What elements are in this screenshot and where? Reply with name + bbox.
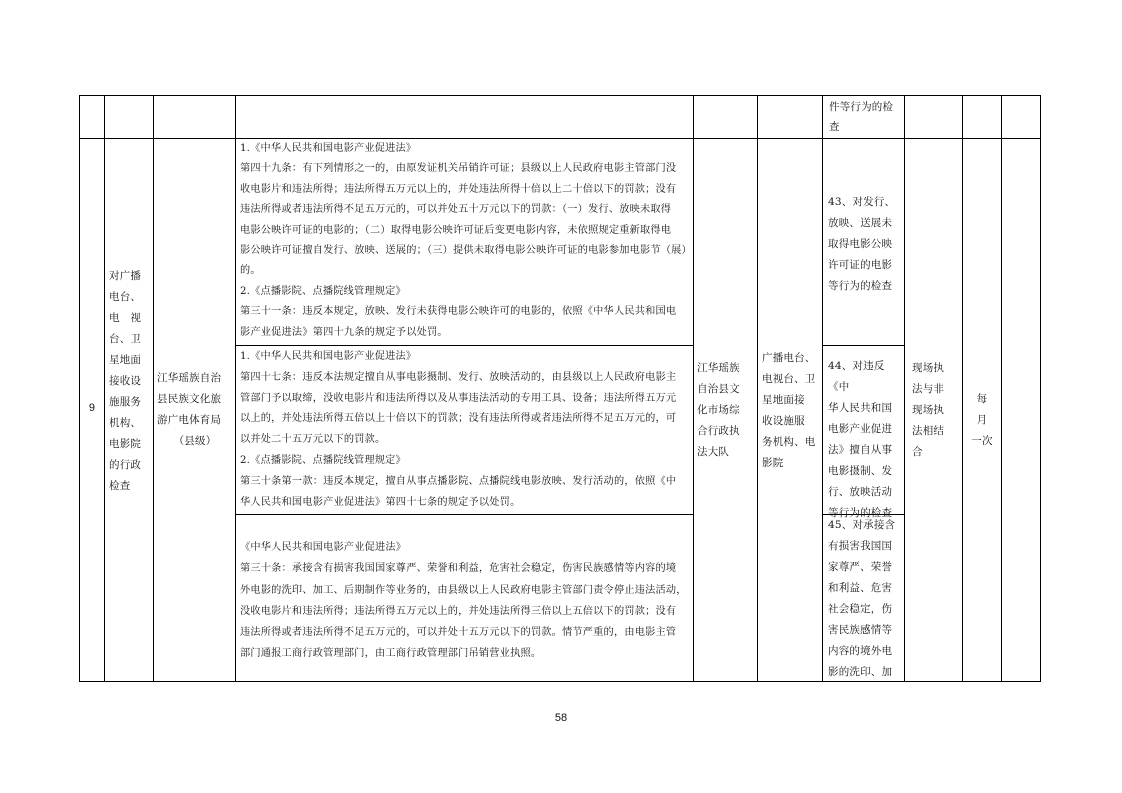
category-line: 对广播 xyxy=(109,270,142,282)
agency-line: 合行政执 xyxy=(697,425,740,437)
basis-line: 第三十条第一款：违反本规定，擅自从事点播影院、点播院线电影放映、发行活动的，依照《中 xyxy=(240,475,677,487)
basis-line: 华人民共和国电影产业促进法》第四十七条的规定予以处罚。 xyxy=(240,496,521,508)
basis-line: 没收电影片和违法所得；违法所得五万元以上的，并处违法所得三倍以上五倍以下的罚款；没有 xyxy=(240,605,677,617)
basis-line: 第四十七条：违反本法规定擅自从事电影摄制、发行、放映活动的，由县级以上人民政府电影主 xyxy=(240,371,677,383)
method-line: 现场执 xyxy=(912,404,945,416)
basis-line: 电影公映许可证的电影的；（二）取得电影公映许可证后变更电影内容，未依照规定重新取得电 xyxy=(240,224,672,236)
category-line: 星地面 xyxy=(109,354,142,366)
agency-line: 化市场综 xyxy=(697,404,740,416)
basis-line: 第三十一条：违反本规定，放映、发行未获得电影公映许可的电影的，依照《中华人民共和国电 xyxy=(240,306,677,318)
check-item-line: 法》擅自从事 xyxy=(828,444,893,456)
legal-basis-block-3 xyxy=(240,537,690,665)
method-line: 合 xyxy=(912,446,923,458)
category-line: 台、卫 xyxy=(109,333,142,345)
basis-line: 影产业促进法》第四十九条的规定予以处罚。 xyxy=(240,326,448,338)
method-line: 现场执 xyxy=(912,362,945,374)
category-line: 电台、 xyxy=(109,291,142,303)
basis-line: 管部门予以取缔，没收电影片和违法所得以及从事违法活动的专用工具、设备；违法所得五万元 xyxy=(240,392,677,404)
frequency-line: 一次 xyxy=(971,435,993,447)
category-line: 机构、 xyxy=(109,417,142,429)
check-item-line: 许可证的电影 xyxy=(828,259,893,271)
inspection-frequency xyxy=(966,389,998,452)
basis-line: 第三十条：承接含有损害我国国家尊严、荣誉和利益，危害社会稳定，伤害民族感情等内容的境 xyxy=(240,563,677,575)
inspection-subject xyxy=(157,368,233,452)
basis-line: 的。 xyxy=(240,265,261,277)
inspection-object xyxy=(762,348,820,474)
check-item-line: 放映、送展未 xyxy=(828,217,893,229)
object-line: 电视台、卫 xyxy=(762,373,816,385)
basis-line: 影公映许可证擅自发行、放映、送展的；（三）提供未取得电影公映许可证的电影参加电影节（展） xyxy=(240,245,692,257)
check-item-line: 影的洗印、加 xyxy=(828,666,893,678)
object-line: 星地面接 xyxy=(762,394,805,406)
basis-line: 第四十九条：有下列情形之一的，由原发证机关吊销许可证；县级以上人民政府电影主管部门没 xyxy=(240,163,677,175)
check-item-line: 取得电影公映 xyxy=(828,238,893,250)
enforcement-agency xyxy=(697,358,755,463)
check-item-43 xyxy=(828,192,902,297)
check-item-line: 43、对发行、 xyxy=(828,196,896,208)
check-item-line: 行、放映活动 xyxy=(828,486,893,498)
check-item-line: 害民族感情等 xyxy=(828,624,893,636)
row-index: 9 xyxy=(88,402,96,414)
frequency-line: 每 月 xyxy=(976,393,999,426)
subject-line: （县级） xyxy=(173,435,217,447)
check-item-line: 华人民共和国 xyxy=(828,402,893,414)
inspection-category xyxy=(109,266,151,497)
basis-line: 1.《中华人民共和国电影产业促进法》 xyxy=(240,143,417,154)
category-line: 电 视 xyxy=(109,312,142,324)
check-item-44 xyxy=(828,356,902,524)
check-item-line: 内容的境外电 xyxy=(828,645,893,657)
category-line: 的行政 xyxy=(109,459,142,471)
check-item-line: 等行为的检查 xyxy=(828,280,893,292)
check-item-line: 社会稳定，伤 xyxy=(828,603,893,615)
basis-line: 外电影的洗印、加工、后期制作等业务的，由县级以上人民政府电影主管部门责令停止违法活动， xyxy=(240,584,687,596)
object-line: 务机构、电 xyxy=(762,436,816,448)
inspection-method xyxy=(912,358,958,463)
check-item-continuation: 件等行为的检查 xyxy=(829,101,894,133)
subject-line: 游广电体育局 xyxy=(157,414,222,426)
check-item-line: 电影摄制、发 xyxy=(828,465,893,477)
check-item-line: 有损害我国国 xyxy=(828,540,893,552)
basis-line: 《中华人民共和国电影产业促进法》 xyxy=(240,542,407,553)
method-line: 法相结 xyxy=(912,425,945,437)
basis-line: 以上的，并处违法所得五倍以上十倍以下的罚款；没有违法所得或者违法所得不足五万元的，可 xyxy=(240,413,677,425)
object-line: 收设施服 xyxy=(762,415,805,427)
check-item-line: 家尊严、荣誉 xyxy=(828,561,893,573)
basis-line: 违法所得或者违法所得不足五万元的，可以并处五十万元以下的罚款：（一）发行、放映未取得 xyxy=(240,204,672,216)
basis-line: 部门通报工商行政管理部门，由工商行政管理部门吊销营业执照。 xyxy=(240,648,542,660)
method-line: 法与非 xyxy=(912,383,945,395)
page-number: 58 xyxy=(554,712,568,724)
subject-line: 县民族文化旅 xyxy=(157,393,222,405)
agency-line: 法大队 xyxy=(697,446,730,458)
check-item-line: 44、对违反《中 xyxy=(828,360,885,393)
legal-basis-block-2 xyxy=(240,347,690,513)
check-item-line: 等行为的检查 xyxy=(828,507,893,519)
basis-line: 2.《点播影院、点播院线管理规定》 xyxy=(240,454,406,466)
subject-line: 江华瑶族自治 xyxy=(157,372,222,384)
category-line: 施服务 xyxy=(109,396,142,408)
check-item-line: 和利益、危害 xyxy=(828,582,893,594)
basis-line: 收电影片和违法所得；违法所得五万元以上的，并处违法所得十倍以上二十倍以下的罚款；没有 xyxy=(240,183,677,195)
basis-line: 2.《点播影院、点播院线管理规定》 xyxy=(240,285,406,297)
check-item-line: 电影产业促进 xyxy=(828,423,893,435)
category-line: 接收设 xyxy=(109,375,142,387)
agency-line: 自治县文 xyxy=(697,383,740,395)
check-item-line: 45、对承接含 xyxy=(828,519,896,531)
basis-line: 1.《中华人民共和国电影产业促进法》 xyxy=(240,351,417,362)
agency-line: 江华瑶族 xyxy=(697,362,740,374)
legal-basis-block-1 xyxy=(240,139,690,343)
check-item-45 xyxy=(828,515,902,683)
object-line: 影院 xyxy=(762,457,784,469)
category-line: 电影院 xyxy=(109,438,142,450)
category-line: 检查 xyxy=(109,480,131,492)
object-line: 广播电台、 xyxy=(762,352,816,364)
basis-line: 以并处二十五万元以下的罚款。 xyxy=(240,434,386,446)
basis-line: 违法所得或者违法所得不足五万元的，可以并处十五万元以下的罚款。情节严重的，由电影主管 xyxy=(240,627,677,639)
